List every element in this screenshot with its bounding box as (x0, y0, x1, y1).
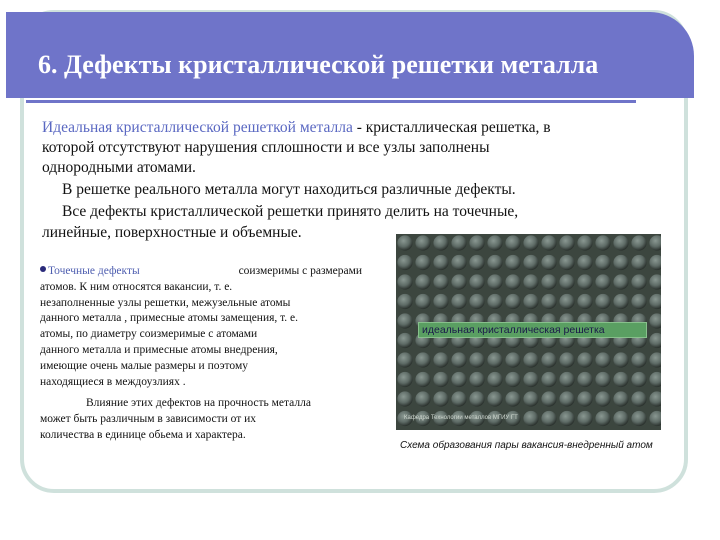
atom (469, 294, 484, 309)
atom (487, 372, 502, 387)
lattice-image (396, 234, 661, 430)
paragraph-1-text: кристаллическая решетка, в (361, 119, 551, 136)
influence-line: Влияние этих дефектов на прочность металла (86, 397, 311, 410)
atom (523, 391, 538, 406)
point-defects-block (40, 264, 362, 444)
atom (649, 333, 661, 348)
atom (559, 391, 574, 406)
atom (433, 294, 448, 309)
atom (541, 372, 556, 387)
atom (505, 372, 520, 387)
atom (559, 274, 574, 289)
atom (415, 352, 430, 367)
point-defects-line: данного металла и примесные атомы внедрения, (40, 343, 278, 356)
bullet-icon (40, 266, 46, 272)
atom (595, 255, 610, 270)
atom (559, 235, 574, 250)
atom (505, 294, 520, 309)
atom (595, 235, 610, 250)
atom (631, 411, 646, 426)
atom (433, 391, 448, 406)
atom (631, 352, 646, 367)
atom (631, 274, 646, 289)
atom (541, 274, 556, 289)
point-defects-term: Точечные дефекты (48, 265, 140, 277)
atom (649, 411, 661, 426)
atom (631, 235, 646, 250)
atom (559, 372, 574, 387)
atom (577, 352, 592, 367)
atom (523, 352, 538, 367)
atom (577, 255, 592, 270)
atom (631, 255, 646, 270)
atom (397, 391, 412, 406)
atom (631, 391, 646, 406)
atom (523, 274, 538, 289)
atom (397, 352, 412, 367)
atom (487, 391, 502, 406)
atom (415, 255, 430, 270)
atom (631, 294, 646, 309)
atom (649, 372, 661, 387)
atom (505, 352, 520, 367)
atom (559, 294, 574, 309)
atom (415, 235, 430, 250)
atom (541, 235, 556, 250)
atom (469, 274, 484, 289)
atom (613, 274, 628, 289)
atom (469, 391, 484, 406)
atom (613, 352, 628, 367)
atom (559, 411, 574, 426)
point-defects-line: незаполненные узлы решетки, межузельные атомы (40, 296, 291, 309)
paragraph-1-line-3: однородными атомами. (42, 159, 196, 176)
atom (613, 391, 628, 406)
atom (577, 391, 592, 406)
atom (505, 235, 520, 250)
atom (451, 352, 466, 367)
atom (649, 235, 661, 250)
atom (397, 313, 412, 328)
dash: - (352, 119, 362, 136)
atom (433, 255, 448, 270)
atom (631, 372, 646, 387)
paragraph-3-line-1: Все дефекты кристаллической решетки принято делить на точечные, (62, 203, 519, 220)
atom (415, 372, 430, 387)
atom (613, 255, 628, 270)
atom (505, 255, 520, 270)
atom (649, 391, 661, 406)
atom (541, 352, 556, 367)
atom (505, 391, 520, 406)
atom (541, 411, 556, 426)
title-bar (6, 12, 694, 98)
atom (397, 255, 412, 270)
atom (397, 372, 412, 387)
atom (595, 411, 610, 426)
atom (451, 294, 466, 309)
atom (523, 255, 538, 270)
atom (595, 294, 610, 309)
atom (469, 255, 484, 270)
atom (649, 294, 661, 309)
atom (577, 411, 592, 426)
atom (397, 274, 412, 289)
point-defects-line: находящиеся в междоузлиях . (40, 375, 186, 388)
atom (487, 352, 502, 367)
atom (541, 294, 556, 309)
atom (397, 294, 412, 309)
atom (559, 352, 574, 367)
atom (649, 352, 661, 367)
atom (451, 255, 466, 270)
atom (577, 294, 592, 309)
title-rule (26, 100, 636, 103)
point-defects-heading (40, 264, 140, 280)
figure-caption: Схема образования пары вакансия-внедренный атом (400, 440, 653, 451)
atom (595, 372, 610, 387)
atom (541, 391, 556, 406)
paragraph-1-line-1 (42, 118, 551, 138)
point-defects-line: имеющие очень малые размеры и поэтому (40, 359, 248, 372)
atom (451, 372, 466, 387)
atom (451, 235, 466, 250)
ideal-lattice-term: Идеальная кристаллической решеткой металла (42, 119, 353, 136)
point-defects-line: данного металла , примесные атомы замещения, т. е. (40, 312, 299, 325)
atom (433, 235, 448, 250)
atom (487, 274, 502, 289)
atom (487, 294, 502, 309)
atom (397, 235, 412, 250)
atom (451, 274, 466, 289)
atom (523, 411, 538, 426)
atom (559, 255, 574, 270)
atom (577, 235, 592, 250)
point-defects-line-1 (40, 264, 362, 280)
atom (613, 294, 628, 309)
point-defects-text: соизмеримы с размерами (238, 265, 362, 277)
atom (487, 235, 502, 250)
atom (613, 372, 628, 387)
watermark-text: Кафедра Технологии металлов МГИУ ГТ (404, 415, 518, 421)
atom (433, 372, 448, 387)
atom (595, 391, 610, 406)
point-defects-line: атомы, по диаметру соизмеримые с атомами (40, 328, 258, 341)
atom (523, 235, 538, 250)
atom (469, 352, 484, 367)
atom (523, 372, 538, 387)
influence-line: количества в единице обьема и характера. (40, 428, 246, 441)
atom (487, 255, 502, 270)
lattice-label: идеальная кристаллическая решетка (418, 322, 647, 338)
influence-line: может быть различным в зависимости от их (40, 413, 257, 426)
atom (595, 352, 610, 367)
atom (613, 235, 628, 250)
atom (397, 333, 412, 348)
atom (415, 391, 430, 406)
atom (649, 313, 661, 328)
atom (541, 255, 556, 270)
atom (415, 294, 430, 309)
atom (469, 372, 484, 387)
slide-title: 6. Дефекты кристаллической решетки металла (38, 50, 599, 79)
atom (505, 274, 520, 289)
atom (577, 274, 592, 289)
atom (469, 235, 484, 250)
atom (649, 274, 661, 289)
atom (595, 274, 610, 289)
atom (523, 294, 538, 309)
atom (433, 274, 448, 289)
paragraph-1-line-2: которой отсутствуют нарушения сплошности и все узлы заполнены (42, 139, 490, 156)
atom (415, 274, 430, 289)
atom (433, 352, 448, 367)
paragraph-2: В решетке реального металла могут находиться различные дефекты. (62, 181, 516, 198)
atom (613, 411, 628, 426)
paragraph-3-line-2: линейные, поверхностные и объемные. (42, 224, 302, 241)
atom (649, 255, 661, 270)
atom (577, 372, 592, 387)
point-defects-line: атомов. К ним относятся вакансии, т. е. (40, 280, 233, 293)
atom (451, 391, 466, 406)
